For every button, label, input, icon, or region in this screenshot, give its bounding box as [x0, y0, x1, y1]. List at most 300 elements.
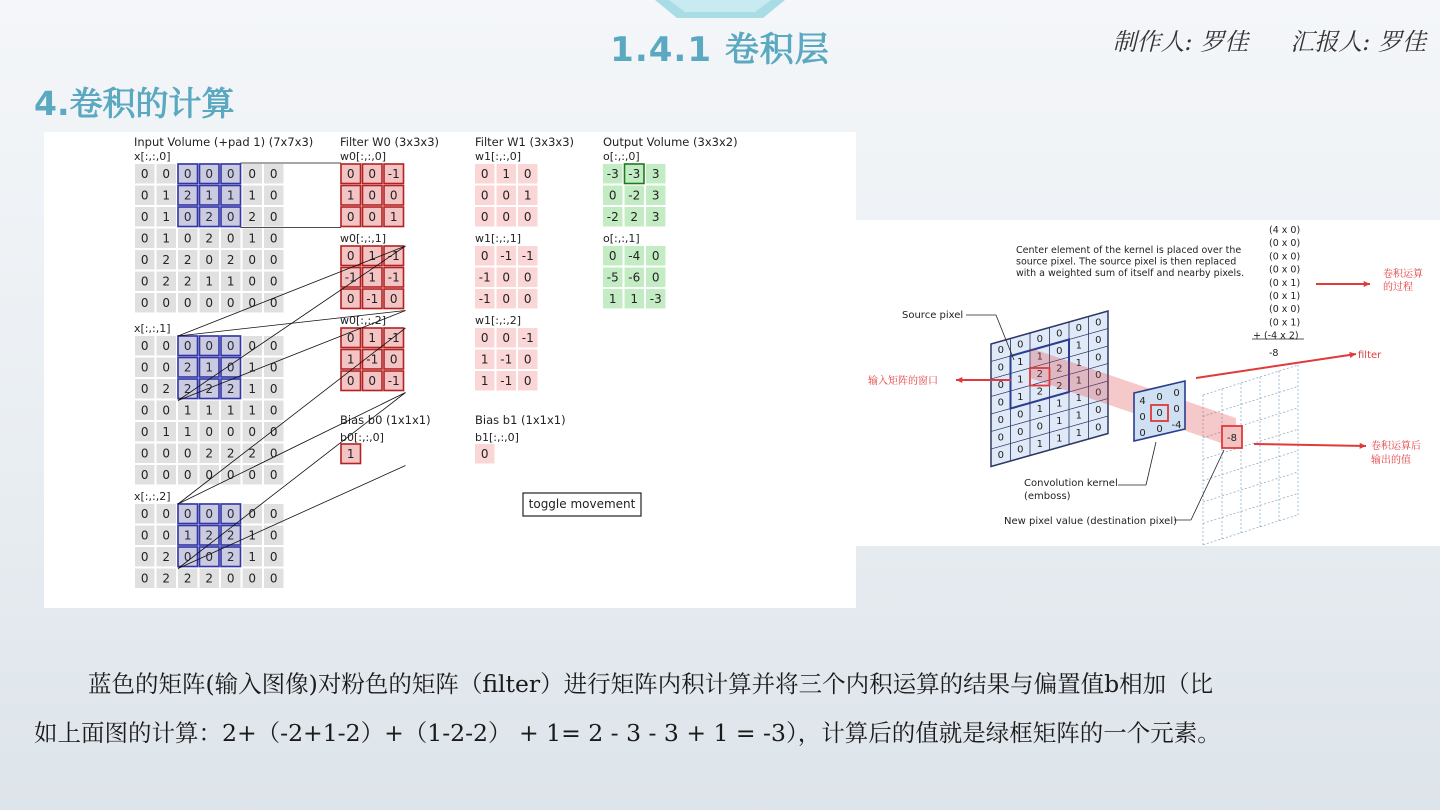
label-source-pixel: Source pixel [902, 310, 964, 321]
filter-w1-slice-0 [475, 164, 538, 227]
matrix-value: -1 [521, 330, 534, 345]
bias-b0-title: Bias b0 (1x1x1) [340, 413, 431, 427]
matrix-value: 0 [269, 467, 278, 482]
caption-line-1: 蓝色的矩阵(输入图像)对粉色的矩阵（filter）进行矩阵内积计算并将三个内积运算的结果与偏置值b相加（比 [88, 670, 1214, 698]
matrix-value: 1 [368, 330, 377, 345]
reporter-name: 汇报人: 罗佳 [1290, 28, 1426, 56]
arrow-output [1254, 444, 1366, 446]
source-value: 1 [1075, 340, 1082, 352]
matrix-value: -1 [366, 291, 379, 306]
kernel-value: 0 [1173, 404, 1180, 415]
matrix-value: 0 [140, 252, 149, 267]
matrix-value: 0 [226, 571, 235, 586]
source-value: 1 [1056, 433, 1063, 445]
matrix-value: 0 [346, 166, 355, 181]
output-slice-0 [603, 164, 666, 227]
source-value: 1 [1017, 392, 1024, 403]
matrix-value: -6 [628, 270, 641, 285]
output-volume-title: Output Volume (3x3x2) [603, 135, 738, 149]
matrix-value: 0 [248, 424, 257, 439]
leader-line [1191, 450, 1224, 520]
matrix-value: 0 [162, 338, 171, 353]
matrix-value: 1 [523, 188, 532, 203]
arrow-output-head [1360, 443, 1366, 449]
matrix-value: 0 [608, 248, 617, 263]
matrix-value: -4 [628, 248, 641, 263]
kernel-value: 0 [1156, 392, 1163, 403]
calc-line: (0 x 0) [1269, 251, 1301, 263]
source-value: 0 [997, 450, 1004, 461]
source-value: 0 [1017, 444, 1024, 456]
matrix-value: 2 [226, 446, 235, 461]
matrix-value: 0 [269, 424, 278, 439]
matrix-value: 2 [248, 209, 257, 224]
matrix-value: 0 [140, 274, 149, 289]
matrix-value: 0 [248, 274, 257, 289]
matrix-value: 0 [162, 506, 171, 521]
source-value: 0 [1036, 421, 1043, 433]
bias-b1-value [475, 444, 495, 464]
calc-line: (0 x 0) [1269, 304, 1301, 316]
source-value: 1 [1075, 428, 1082, 439]
matrix-value: 2 [183, 571, 192, 586]
input-slice-label: x[:,:,2] [134, 490, 171, 503]
toggle-button-label: toggle movement [528, 497, 636, 511]
author-line [1113, 22, 1426, 57]
matrix-value: 0 [523, 270, 532, 285]
matrix-value: -1 [478, 291, 491, 306]
input-window [177, 503, 242, 568]
filter-w1-label: w1[:,:,1] [475, 232, 521, 245]
matrix-value: -1 [478, 270, 491, 285]
matrix-value: 0 [269, 506, 278, 521]
matrix-value: 0 [140, 188, 149, 203]
matrix-value: 2 [162, 381, 171, 396]
matrix-value: 0 [502, 330, 511, 345]
matrix-value: 0 [140, 403, 149, 418]
source-value: 1 [1017, 374, 1024, 386]
destination-grid-line [1203, 493, 1298, 523]
matrix-value: 1 [162, 209, 171, 224]
matrix-value: 2 [183, 252, 192, 267]
matrix-value: 0 [502, 270, 511, 285]
matrix-value: 0 [651, 270, 660, 285]
matrix-value: 0 [183, 467, 192, 482]
input-slice-label: x[:,:,0] [134, 150, 171, 163]
output-slice-1 [603, 246, 666, 309]
source-value: 0 [997, 415, 1004, 426]
matrix-value: 0 [226, 231, 235, 246]
caption-line-2: 如上面图的计算：2+（-2+1-2）+（1-2-2） + 1= 2 - 3 - 3 + 1 = -3），计算后的值就是绿框矩阵的一个元素。 [34, 719, 1221, 747]
matrix-value: 1 [346, 446, 355, 461]
matrix-value: 0 [389, 352, 398, 367]
annot-window: 输入矩阵的窗口 [868, 376, 938, 387]
matrix-value: 0 [368, 209, 377, 224]
matrix-value: 0 [269, 403, 278, 418]
matrix-value: -1 [366, 352, 379, 367]
matrix-value: 1 [248, 403, 257, 418]
matrix-value: 0 [140, 424, 149, 439]
matrix-value: 0 [502, 188, 511, 203]
convolution-diagram-panel [856, 220, 1440, 546]
matrix-value: 0 [523, 209, 532, 224]
source-value: 0 [1075, 323, 1082, 334]
matrix-value: 0 [269, 166, 278, 181]
matrix-value: 2 [205, 571, 214, 586]
matrix-value: 0 [205, 467, 214, 482]
filter-w0-label: w0[:,:,0] [340, 150, 386, 163]
matrix-value: 0 [480, 446, 489, 461]
matrix-value: 0 [651, 248, 660, 263]
matrix-value: 0 [140, 338, 149, 353]
destination-grid-line [1203, 515, 1298, 545]
filter-w0-slice-1 [341, 246, 404, 309]
matrix-value: 1 [248, 528, 257, 543]
matrix-value: 0 [140, 295, 149, 310]
matrix-value: 0 [140, 571, 149, 586]
matrix-value: 2 [162, 549, 171, 564]
matrix-value: 0 [140, 231, 149, 246]
kernel-value: 0 [1156, 408, 1163, 419]
matrix-value: 0 [480, 209, 489, 224]
matrix-value: 1 [162, 424, 171, 439]
matrix-value: 0 [523, 373, 532, 388]
matrix-value: 1 [608, 291, 617, 306]
matrix-value: 2 [205, 231, 214, 246]
source-value: 0 [1095, 317, 1102, 329]
matrix-value: 0 [346, 248, 355, 263]
matrix-value: 0 [226, 467, 235, 482]
source-value: 0 [1095, 405, 1102, 416]
matrix-value: 0 [368, 188, 377, 203]
matrix-value: 1 [630, 291, 639, 306]
matrix-value: 1 [226, 403, 235, 418]
matrix-value: 1 [368, 270, 377, 285]
matrix-value: 0 [140, 209, 149, 224]
matrix-value: 1 [480, 352, 489, 367]
matrix-value: 1 [389, 209, 398, 224]
matrix-value: 0 [205, 252, 214, 267]
matrix-value: 0 [140, 467, 149, 482]
convolution-diagram [856, 220, 1440, 546]
source-value: 0 [997, 380, 1004, 391]
matrix-value: 0 [269, 571, 278, 586]
matrix-value: 0 [523, 291, 532, 306]
matrix-value: 2 [183, 274, 192, 289]
source-value: 1 [1056, 398, 1063, 410]
filter-w0-title: Filter W0 (3x3x3) [340, 135, 440, 149]
matrix-value: -1 [387, 330, 400, 345]
matrix-value: 3 [651, 209, 660, 224]
calc-line: -8 [1269, 347, 1279, 359]
matrix-value: 0 [248, 506, 257, 521]
slide-title: 1.4.1 卷积层 [610, 30, 830, 70]
matrix-value: 2 [162, 571, 171, 586]
matrix-value: -5 [606, 270, 619, 285]
label-new-pixel: New pixel value (destination pixel) [1004, 516, 1178, 527]
filter-w0-label: w0[:,:,2] [340, 314, 386, 327]
matrix-value: 1 [248, 231, 257, 246]
matrix-value: 0 [205, 295, 214, 310]
author-name: 制作人: 罗佳 [1112, 28, 1249, 56]
kernel-value: 0 [1156, 424, 1163, 435]
matrix-value: 0 [226, 424, 235, 439]
matrix-value: 0 [608, 188, 617, 203]
matrix-value: -1 [387, 373, 400, 388]
annot-process-2: 的过程 [1383, 282, 1413, 293]
matrix-value: 0 [140, 446, 149, 461]
input-slice-label: x[:,:,1] [134, 322, 171, 335]
matrix-value: 0 [502, 209, 511, 224]
bias-b1-label: b1[:,:,0] [475, 431, 519, 444]
convolution-demo-panel [44, 132, 856, 608]
output-slice-label: o[:,:,1] [603, 232, 640, 245]
matrix-value: 0 [162, 528, 171, 543]
calc-line: (0 x 0) [1269, 238, 1301, 250]
matrix-value: 0 [346, 291, 355, 306]
matrix-value: 1 [162, 231, 171, 246]
source-value: 1 [1075, 358, 1082, 369]
matrix-value: 0 [162, 403, 171, 418]
matrix-value: 1 [248, 549, 257, 564]
matrix-value: 0 [162, 166, 171, 181]
filter-w1-slice-2 [475, 328, 538, 391]
input-window [177, 335, 242, 400]
matrix-value: 0 [269, 231, 278, 246]
source-value: 0 [1017, 339, 1024, 351]
annot-filter: filter [1358, 350, 1382, 361]
bias-b1-title: Bias b1 (1x1x1) [475, 413, 566, 427]
center-note-text [1016, 245, 1244, 279]
matrix-value: 0 [346, 373, 355, 388]
bias-b0-label: b0[:,:,0] [340, 431, 384, 444]
matrix-value: 1 [205, 274, 214, 289]
matrix-value: 1 [183, 424, 192, 439]
bias-b0-value [341, 444, 361, 464]
matrix-value: 0 [140, 528, 149, 543]
source-value: 0 [1056, 346, 1063, 357]
matrix-value: 0 [248, 295, 257, 310]
matrix-value: 0 [269, 549, 278, 564]
matrix-value: 0 [140, 381, 149, 396]
matrix-value: 0 [368, 166, 377, 181]
matrix-value: 0 [389, 291, 398, 306]
source-value: 0 [1095, 335, 1102, 346]
matrix-value: 0 [205, 424, 214, 439]
toggle-movement-button[interactable] [523, 493, 641, 516]
matrix-value: -3 [606, 166, 619, 181]
output-slice-label: o[:,:,0] [603, 150, 640, 163]
kernel-value: 4 [1139, 396, 1146, 407]
source-value: 1 [1036, 404, 1043, 415]
matrix-value: 2 [205, 446, 214, 461]
source-value: 0 [1017, 409, 1024, 421]
matrix-value: 0 [480, 166, 489, 181]
matrix-value: -1 [387, 166, 400, 181]
matrix-value: 0 [269, 274, 278, 289]
destination-grid [1203, 365, 1298, 545]
matrix-value: -1 [521, 248, 534, 263]
matrix-value: 2 [630, 209, 639, 224]
matrix-value: 1 [502, 166, 511, 181]
matrix-value: 0 [269, 209, 278, 224]
matrix-value: 2 [248, 446, 257, 461]
calc-line: (4 x 0) [1269, 225, 1301, 236]
center-note-line: source pixel. The source pixel is then replaced [1016, 256, 1237, 268]
matrix-value: -1 [500, 373, 513, 388]
matrix-value: 0 [269, 338, 278, 353]
matrix-value: 1 [248, 188, 257, 203]
matrix-value: 0 [523, 166, 532, 181]
source-value: 0 [997, 362, 1004, 374]
matrix-value: 0 [269, 446, 278, 461]
source-value: 1 [1075, 410, 1082, 422]
source-value: 1 [1017, 357, 1024, 368]
matrix-value: 0 [480, 248, 489, 263]
matrix-value: 0 [140, 166, 149, 181]
label-emboss: (emboss) [1024, 491, 1071, 502]
kernel-value: 0 [1139, 428, 1146, 439]
matrix-value: 0 [248, 252, 257, 267]
convolution-demo [44, 132, 856, 608]
matrix-value: 1 [205, 403, 214, 418]
matrix-value: 0 [502, 291, 511, 306]
matrix-value: 0 [183, 295, 192, 310]
matrix-value: -1 [500, 248, 513, 263]
source-value: 0 [1095, 352, 1102, 364]
matrix-value: -2 [628, 188, 641, 203]
source-value: 2 [1036, 386, 1043, 398]
matrix-value: 0 [269, 381, 278, 396]
matrix-value: 0 [269, 252, 278, 267]
source-value: 0 [997, 397, 1004, 409]
matrix-value: 0 [183, 231, 192, 246]
filter-w0-label: w0[:,:,1] [340, 232, 386, 245]
source-value: 0 [1017, 427, 1024, 438]
filter-w0-slice-0 [341, 164, 404, 227]
section-heading: 4.卷积的计算 [34, 84, 235, 123]
result-value: -8 [1227, 433, 1237, 444]
matrix-value: 0 [389, 188, 398, 203]
label-convolution-kernel: Convolution kernel [1024, 478, 1118, 489]
calc-line: (0 x 1) [1269, 291, 1301, 302]
matrix-value: -1 [500, 352, 513, 367]
calc-line: (0 x 1) [1269, 277, 1301, 289]
matrix-value: 0 [248, 338, 257, 353]
top-tab-decoration [655, 0, 785, 18]
matrix-value: 0 [140, 360, 149, 375]
matrix-value: 3 [651, 188, 660, 203]
matrix-value: 0 [269, 528, 278, 543]
filter-w0-slice-2 [341, 328, 404, 391]
matrix-value: 0 [269, 188, 278, 203]
matrix-value: 1 [480, 373, 489, 388]
matrix-value: 3 [651, 166, 660, 181]
calc-line: (0 x 1) [1269, 317, 1301, 329]
source-value: 0 [997, 432, 1004, 444]
caption-paragraph [34, 660, 1414, 758]
matrix-value: 0 [248, 467, 257, 482]
matrix-value: 0 [346, 209, 355, 224]
matrix-value: 0 [368, 373, 377, 388]
matrix-value: 1 [183, 403, 192, 418]
matrix-value: 0 [248, 571, 257, 586]
kernel-value: 0 [1173, 388, 1180, 399]
matrix-value: 1 [346, 188, 355, 203]
annot-output-2: 输出的值 [1371, 455, 1411, 466]
arrow-window-head [956, 377, 962, 383]
source-value: 1 [1075, 393, 1082, 404]
matrix-value: 0 [162, 360, 171, 375]
matrix-value: -3 [628, 166, 641, 181]
matrix-value: 1 [162, 188, 171, 203]
matrix-value: 2 [226, 252, 235, 267]
source-value: 0 [1095, 422, 1102, 434]
source-value: 1 [1036, 439, 1043, 450]
filter-w1-title: Filter W1 (3x3x3) [475, 135, 575, 149]
source-value: 1 [1056, 416, 1063, 427]
source-value: 0 [1056, 328, 1063, 340]
matrix-value: 1 [248, 381, 257, 396]
annot-output-1: 卷积运算后 [1371, 441, 1421, 452]
calc-line: + (-4 x 2) [1253, 330, 1299, 342]
matrix-value: 0 [248, 166, 257, 181]
annot-process-1: 卷积运算 [1383, 269, 1423, 280]
matrix-value: -2 [606, 209, 619, 224]
matrix-value: 1 [346, 352, 355, 367]
matrix-value: 0 [269, 295, 278, 310]
destination-grid-line [1203, 451, 1298, 481]
center-note-line: with a weighted sum of itself and nearby pixels. [1016, 268, 1245, 279]
matrix-value: 0 [523, 352, 532, 367]
matrix-value: 0 [162, 467, 171, 482]
arrow-process-head [1364, 281, 1370, 287]
calc-line: (0 x 0) [1269, 264, 1301, 276]
input-window [177, 163, 242, 228]
source-value: 0 [1036, 334, 1043, 345]
matrix-value: 0 [140, 506, 149, 521]
leader-line [1146, 442, 1156, 485]
filter-w1-slice-1 [475, 246, 538, 309]
matrix-value: 0 [140, 549, 149, 564]
matrix-value: 2 [162, 274, 171, 289]
matrix-value: 1 [248, 360, 257, 375]
matrix-value: 0 [480, 330, 489, 345]
matrix-value: 0 [226, 295, 235, 310]
source-value: 0 [997, 345, 1004, 356]
matrix-value: 0 [269, 360, 278, 375]
matrix-value: 0 [162, 446, 171, 461]
kernel-value: -4 [1171, 420, 1182, 431]
filter-w1-label: w1[:,:,0] [475, 150, 521, 163]
matrix-value: 0 [480, 188, 489, 203]
kernel-value: 0 [1139, 412, 1146, 423]
matrix-value: -1 [344, 270, 357, 285]
destination-grid-line [1203, 472, 1298, 502]
matrix-value: -1 [387, 248, 400, 263]
filter-w1-label: w1[:,:,2] [475, 314, 521, 327]
matrix-value: 1 [226, 274, 235, 289]
center-note [1016, 245, 1244, 279]
matrix-value: 0 [183, 446, 192, 461]
matrix-value: -3 [649, 291, 662, 306]
matrix-value: 1 [368, 248, 377, 263]
center-note-line: Center element of the kernel is placed over the [1016, 245, 1242, 256]
matrix-value: 2 [162, 252, 171, 267]
matrix-value: 0 [162, 295, 171, 310]
input-volume-title: Input Volume (+pad 1) (7x7x3) [134, 135, 314, 149]
matrix-value: -1 [387, 270, 400, 285]
